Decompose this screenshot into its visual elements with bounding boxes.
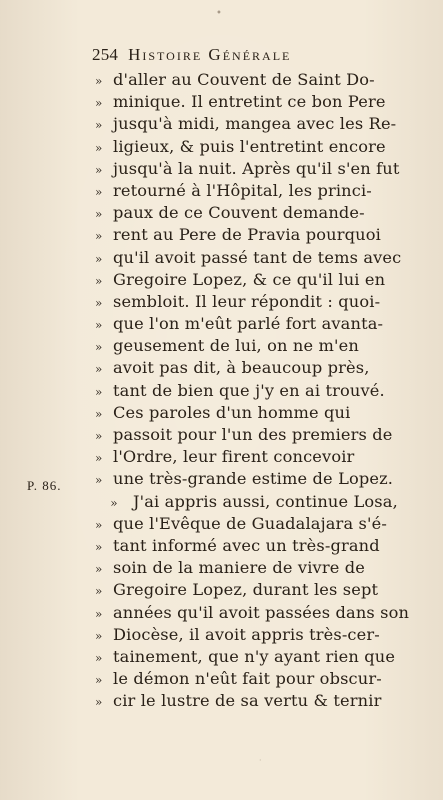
text-line: » cir le lustre de sa vertu & ternir: [95, 690, 412, 712]
quote-mark: »: [95, 384, 103, 399]
text-line: » Ces paroles d'un homme qui: [95, 402, 412, 424]
text-line: » que l'Evêque de Guadalajara s'é-: [95, 513, 412, 535]
text-line: » avoit pas dit, à beaucoup près,: [95, 357, 412, 379]
text-line: » ligieux, & puis l'entretint encore: [95, 136, 412, 158]
text-line: » Diocèse, il avoit appris très-cer-: [95, 624, 412, 646]
text-line: » Gregoire Lopez, durant les sept: [95, 579, 412, 601]
top-mark: •: [216, 8, 222, 19]
page-header: [92, 45, 412, 65]
text-block: [95, 69, 412, 712]
quote-mark: »: [95, 562, 103, 577]
quote-mark: »: [110, 495, 118, 510]
quote-mark: »: [95, 229, 103, 244]
quote-mark: »: [95, 118, 103, 133]
quote-mark: »: [95, 473, 103, 488]
quote-mark: »: [95, 406, 103, 421]
text-line: » l'Ordre, leur firent concevoir: [95, 446, 412, 468]
quote-mark: »: [95, 606, 103, 621]
quote-mark: »: [95, 451, 103, 466]
text-line: » années qu'il avoit passées dans son: [95, 602, 412, 624]
text-line: » que l'on m'eût parlé fort avanta-: [95, 313, 412, 335]
text-line: » rent au Pere de Pravia pourquoi: [95, 224, 412, 246]
text-line: » sembloit. Il leur répondit : quoi-: [95, 291, 412, 313]
quote-mark: »: [95, 340, 103, 355]
quote-mark: »: [95, 273, 103, 288]
margin-note: P. 86.: [27, 478, 62, 493]
quote-mark: »: [95, 517, 103, 532]
text-line: » le démon n'eût fait pour obscur-: [95, 668, 412, 690]
text-line: » paux de ce Couvent demande-: [95, 202, 412, 224]
text-line: » soin de la maniere de vivre de: [95, 557, 412, 579]
text-line: » geusement de lui, on ne m'en: [95, 335, 412, 357]
paragraph-start-line: » J'ai appris aussi, continue Losa,: [95, 491, 412, 513]
quote-mark: »: [95, 539, 103, 554]
quote-mark: »: [95, 362, 103, 377]
quote-mark: »: [95, 295, 103, 310]
quote-mark: »: [95, 140, 103, 155]
quote-mark: »: [95, 673, 103, 688]
text-line: » jusqu'à midi, mangea avec les Re-: [95, 113, 412, 135]
bottom-mark: ·: [259, 756, 262, 765]
quote-mark: »: [95, 184, 103, 199]
text-line: » retourné à l'Hôpital, les princi-: [95, 180, 412, 202]
quote-mark: »: [95, 695, 103, 710]
quote-mark: »: [95, 429, 103, 443]
text-line: » une très-grande estime de Lopez.: [95, 468, 412, 490]
text-line: » jusqu'à la nuit. Après qu'il s'en fut: [95, 158, 412, 180]
running-head: Histoire Générale: [128, 45, 292, 64]
quote-mark: »: [95, 207, 103, 222]
text-line: » minique. Il entretint ce bon Pere: [95, 91, 412, 113]
quote-mark: »: [95, 650, 103, 665]
quote-mark: »: [95, 74, 103, 88]
quote-mark: »: [95, 96, 103, 111]
quote-mark: »: [95, 318, 103, 333]
text-line: » d'aller au Couvent de Saint Do-: [95, 69, 412, 91]
text-line: » qu'il avoit passé tant de tems avec: [95, 247, 412, 269]
quote-mark: »: [95, 628, 103, 643]
text-line: » tant de bien que j'y en ai trouvé.: [95, 380, 412, 402]
text-line: » passoit pour l'un des premiers de: [95, 424, 412, 446]
quote-mark: »: [95, 584, 103, 599]
text-line: » tant informé avec un très-grand: [95, 535, 412, 557]
page-number: 254: [92, 45, 119, 64]
quote-mark: »: [95, 251, 103, 266]
text-line: » tainement, que n'y ayant rien que: [95, 646, 412, 668]
text-line: » Gregoire Lopez, & ce qu'il lui en: [95, 269, 412, 291]
quote-mark: »: [95, 162, 103, 177]
